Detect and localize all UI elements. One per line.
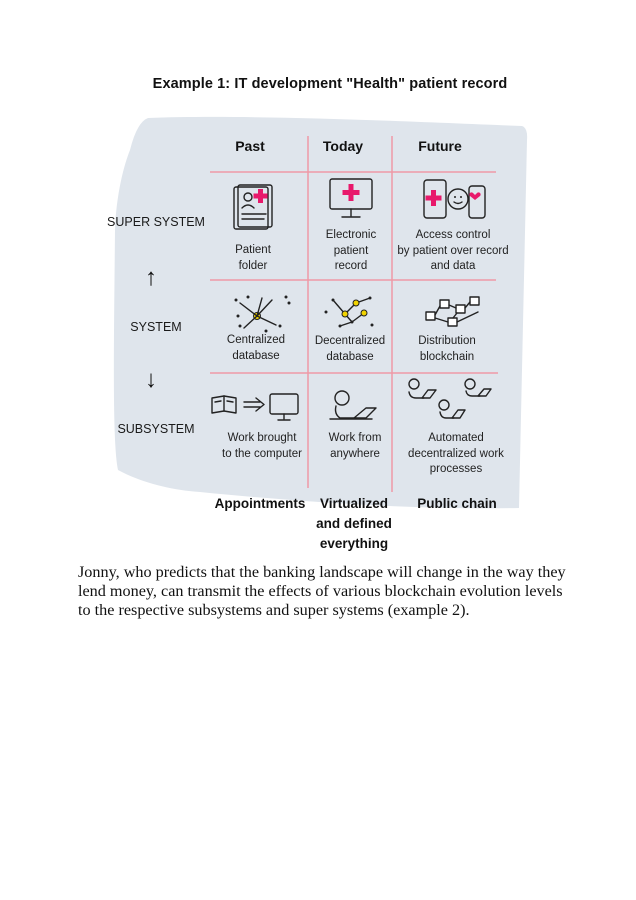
cell-automated-processes: Automated decentralized work processes	[408, 432, 504, 475]
footer-virtualized: Virtualized and defined everything	[316, 496, 392, 551]
body-paragraph: Jonny, who predicts that the banking landscape will change in the way they lend money, can transmit the effects of various blockchain evolution levels to the respective subsystems and super systems (example 2).	[78, 563, 566, 619]
column-header-future: Future	[418, 138, 462, 154]
up-arrow-icon: ↑	[145, 264, 157, 291]
cell-centralized-database: Centralized database	[226, 334, 286, 362]
cell-electronic-record: Electronic patient record	[325, 229, 377, 272]
row-label-system: SYSTEM	[130, 320, 182, 334]
column-header-past: Past	[235, 138, 265, 154]
cell-decentralized-database: Decentralized database	[314, 335, 386, 363]
column-header-today: Today	[322, 138, 364, 154]
figure-title: Example 1: IT development "Health" patient record	[152, 76, 508, 92]
cell-distribution-blockchain: Distribution blockchain	[418, 335, 476, 363]
cell-access-control: Access control by patient over record and data	[397, 229, 509, 272]
cell-patient-folder: Patient folder	[235, 244, 271, 272]
down-arrow-icon: ↓	[145, 366, 157, 393]
row-label-super-system: SUPER SYSTEM	[107, 215, 205, 229]
row-label-subsystem: SUBSYSTEM	[117, 422, 195, 436]
footer-appointments: Appointments	[214, 496, 306, 511]
footer-public-chain: Public chain	[417, 496, 497, 511]
cell-work-anywhere: Work from anywhere	[328, 432, 382, 460]
cell-work-brought: Work brought to the computer	[222, 432, 302, 460]
